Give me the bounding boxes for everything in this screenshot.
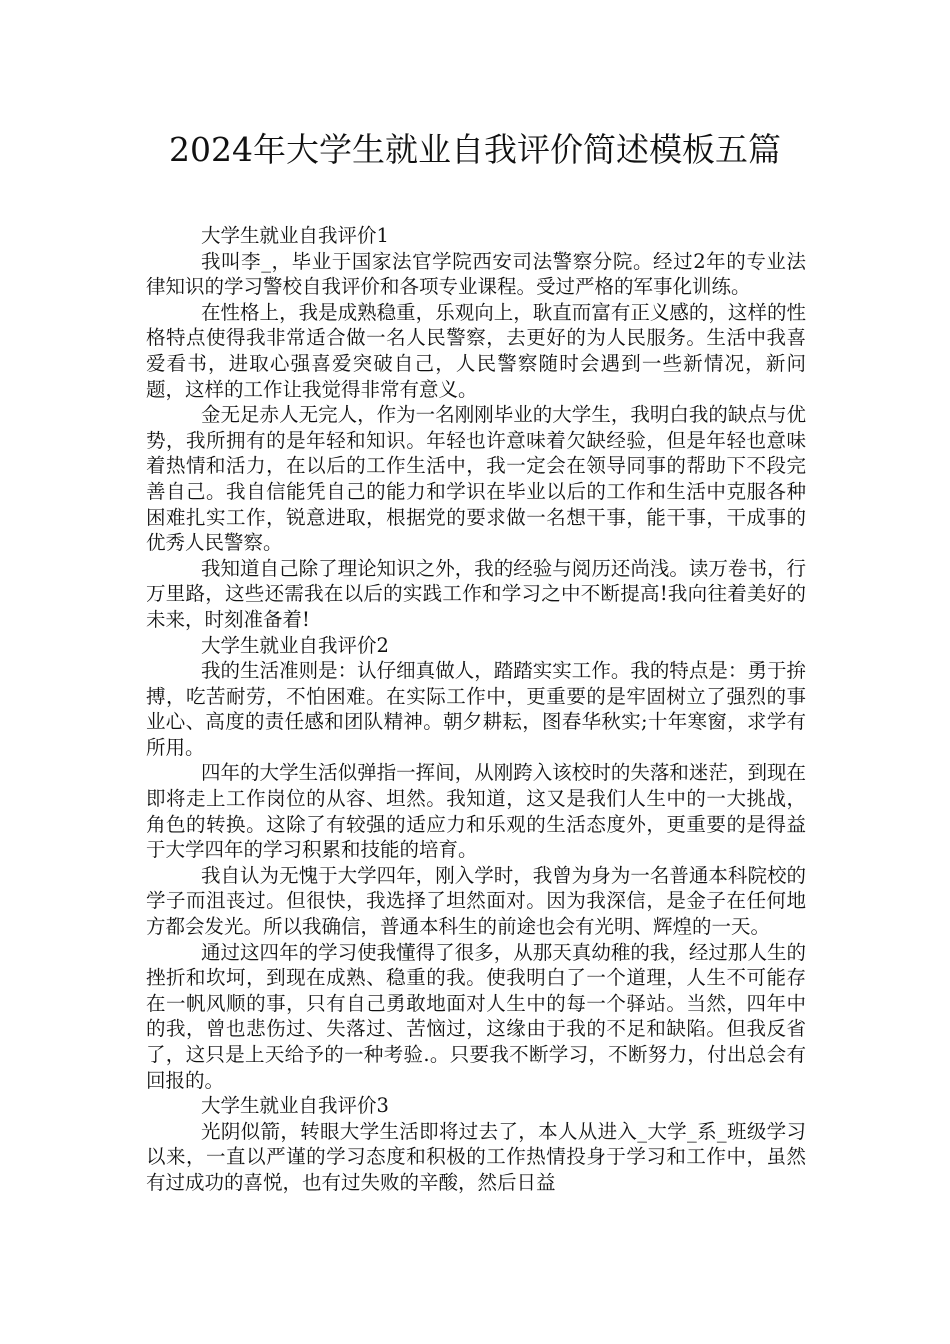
section-heading: 大学生就业自我评价3 <box>201 1094 389 1118</box>
section-heading: 大学生就业自我评价1 <box>201 224 389 247</box>
body-paragraph: 四年的大学生活似弹指一挥间，从刚跨入该校时的失落和迷茫，到现在即将走上工作岗位的从容、坦然。我知道，这又是我们人生中的一大挑战，角色的转换。这除了有较强的适应力和乐观的生活态度外，更重要的是得益于大学四年的学习积累和技能的培育。 <box>146 761 806 862</box>
body-paragraph: 金无足赤人无完人，作为一名刚刚毕业的大学生，我明白我的缺点与优势，我所拥有的是年轻和知识。年轻也许意味着欠缺经验，但是年轻也意味着热情和活力，在以后的工作生活中，我一定会在领导同事的帮助下不段完善自己。我自信能凭自己的能力和学识在毕业以后的工作和生活中克服各种困难扎实工作，锐意进取，根据党的要求做一名想干事，能干事，干成事的优秀人民警察。 <box>146 403 806 555</box>
body-paragraph: 我的生活准则是：认仔细真做人，踏踏实实工作。我的特点是：勇于拚搏，吃苦耐劳，不怕困难。在实际工作中，更重要的是牢固树立了强烈的事业心、高度的责任感和团队精神。朝夕耕耘，图春华秋实;十年寒窗，求学有所用。 <box>146 659 806 759</box>
body-paragraph: 我叫李_，毕业于国家法官学院西安司法警察分院。经过2年的专业法律知识的学习警校自我评价和各项专业课程。受过严格的军事化训练。 <box>146 249 806 299</box>
body-paragraph: 我知道自己除了理论知识之外，我的经验与阅历还尚浅。读万卷书，行万里路，这些还需我在以后的实践工作和学习之中不断提高!我向往着美好的未来，时刻准备着! <box>146 556 806 631</box>
document-title: 2024年大学生就业自我评价简述模板五篇 <box>169 130 781 169</box>
section-heading: 大学生就业自我评价2 <box>201 633 389 657</box>
body-paragraph: 通过这四年的学习使我懂得了很多，从那天真幼稚的我，经过那人生的挫折和坎坷，到现在成熟、稳重的我。使我明白了一个道理，人生不可能存在一帆风顺的事，只有自己勇敢地面对人生中的每一个驿站。当然，四年中的我，曾也悲伤过、失落过、苦恼过，这缘由于我的不足和缺陷。但我反省了，这只是上天给予的一种考验.。只要我不断学习，不断努力，付出总会有回报的。 <box>146 940 806 1092</box>
body-paragraph: 光阴似箭，转眼大学生活即将过去了，本人从进入_大学_系_班级学习以来，一直以严谨的学习态度和积极的工作热情投身于学习和工作中，虽然有过成功的喜悦，也有过失败的辛酸，然后日益 <box>146 1119 806 1194</box>
body-paragraph: 我自认为无愧于大学四年，刚入学时，我曾为身为一名普通本科院校的学子而沮丧过。但很快，我选择了坦然面对。因为我深信，是金子在任何地方都会发光。所以我确信，普通本科生的前途也会有光明、辉煌的一天。 <box>146 863 806 939</box>
document-body <box>146 223 806 1196</box>
body-paragraph: 在性格上，我是成熟稳重，乐观向上，耿直而富有正义感的，这样的性格特点使得我非常适合做一名人民警察，去更好的为人民服务。生活中我喜爱看书，进取心强喜爱突破自己，人民警察随时会遇到一些新情况，新问题，这样的工作让我觉得非常有意义。 <box>146 300 806 401</box>
